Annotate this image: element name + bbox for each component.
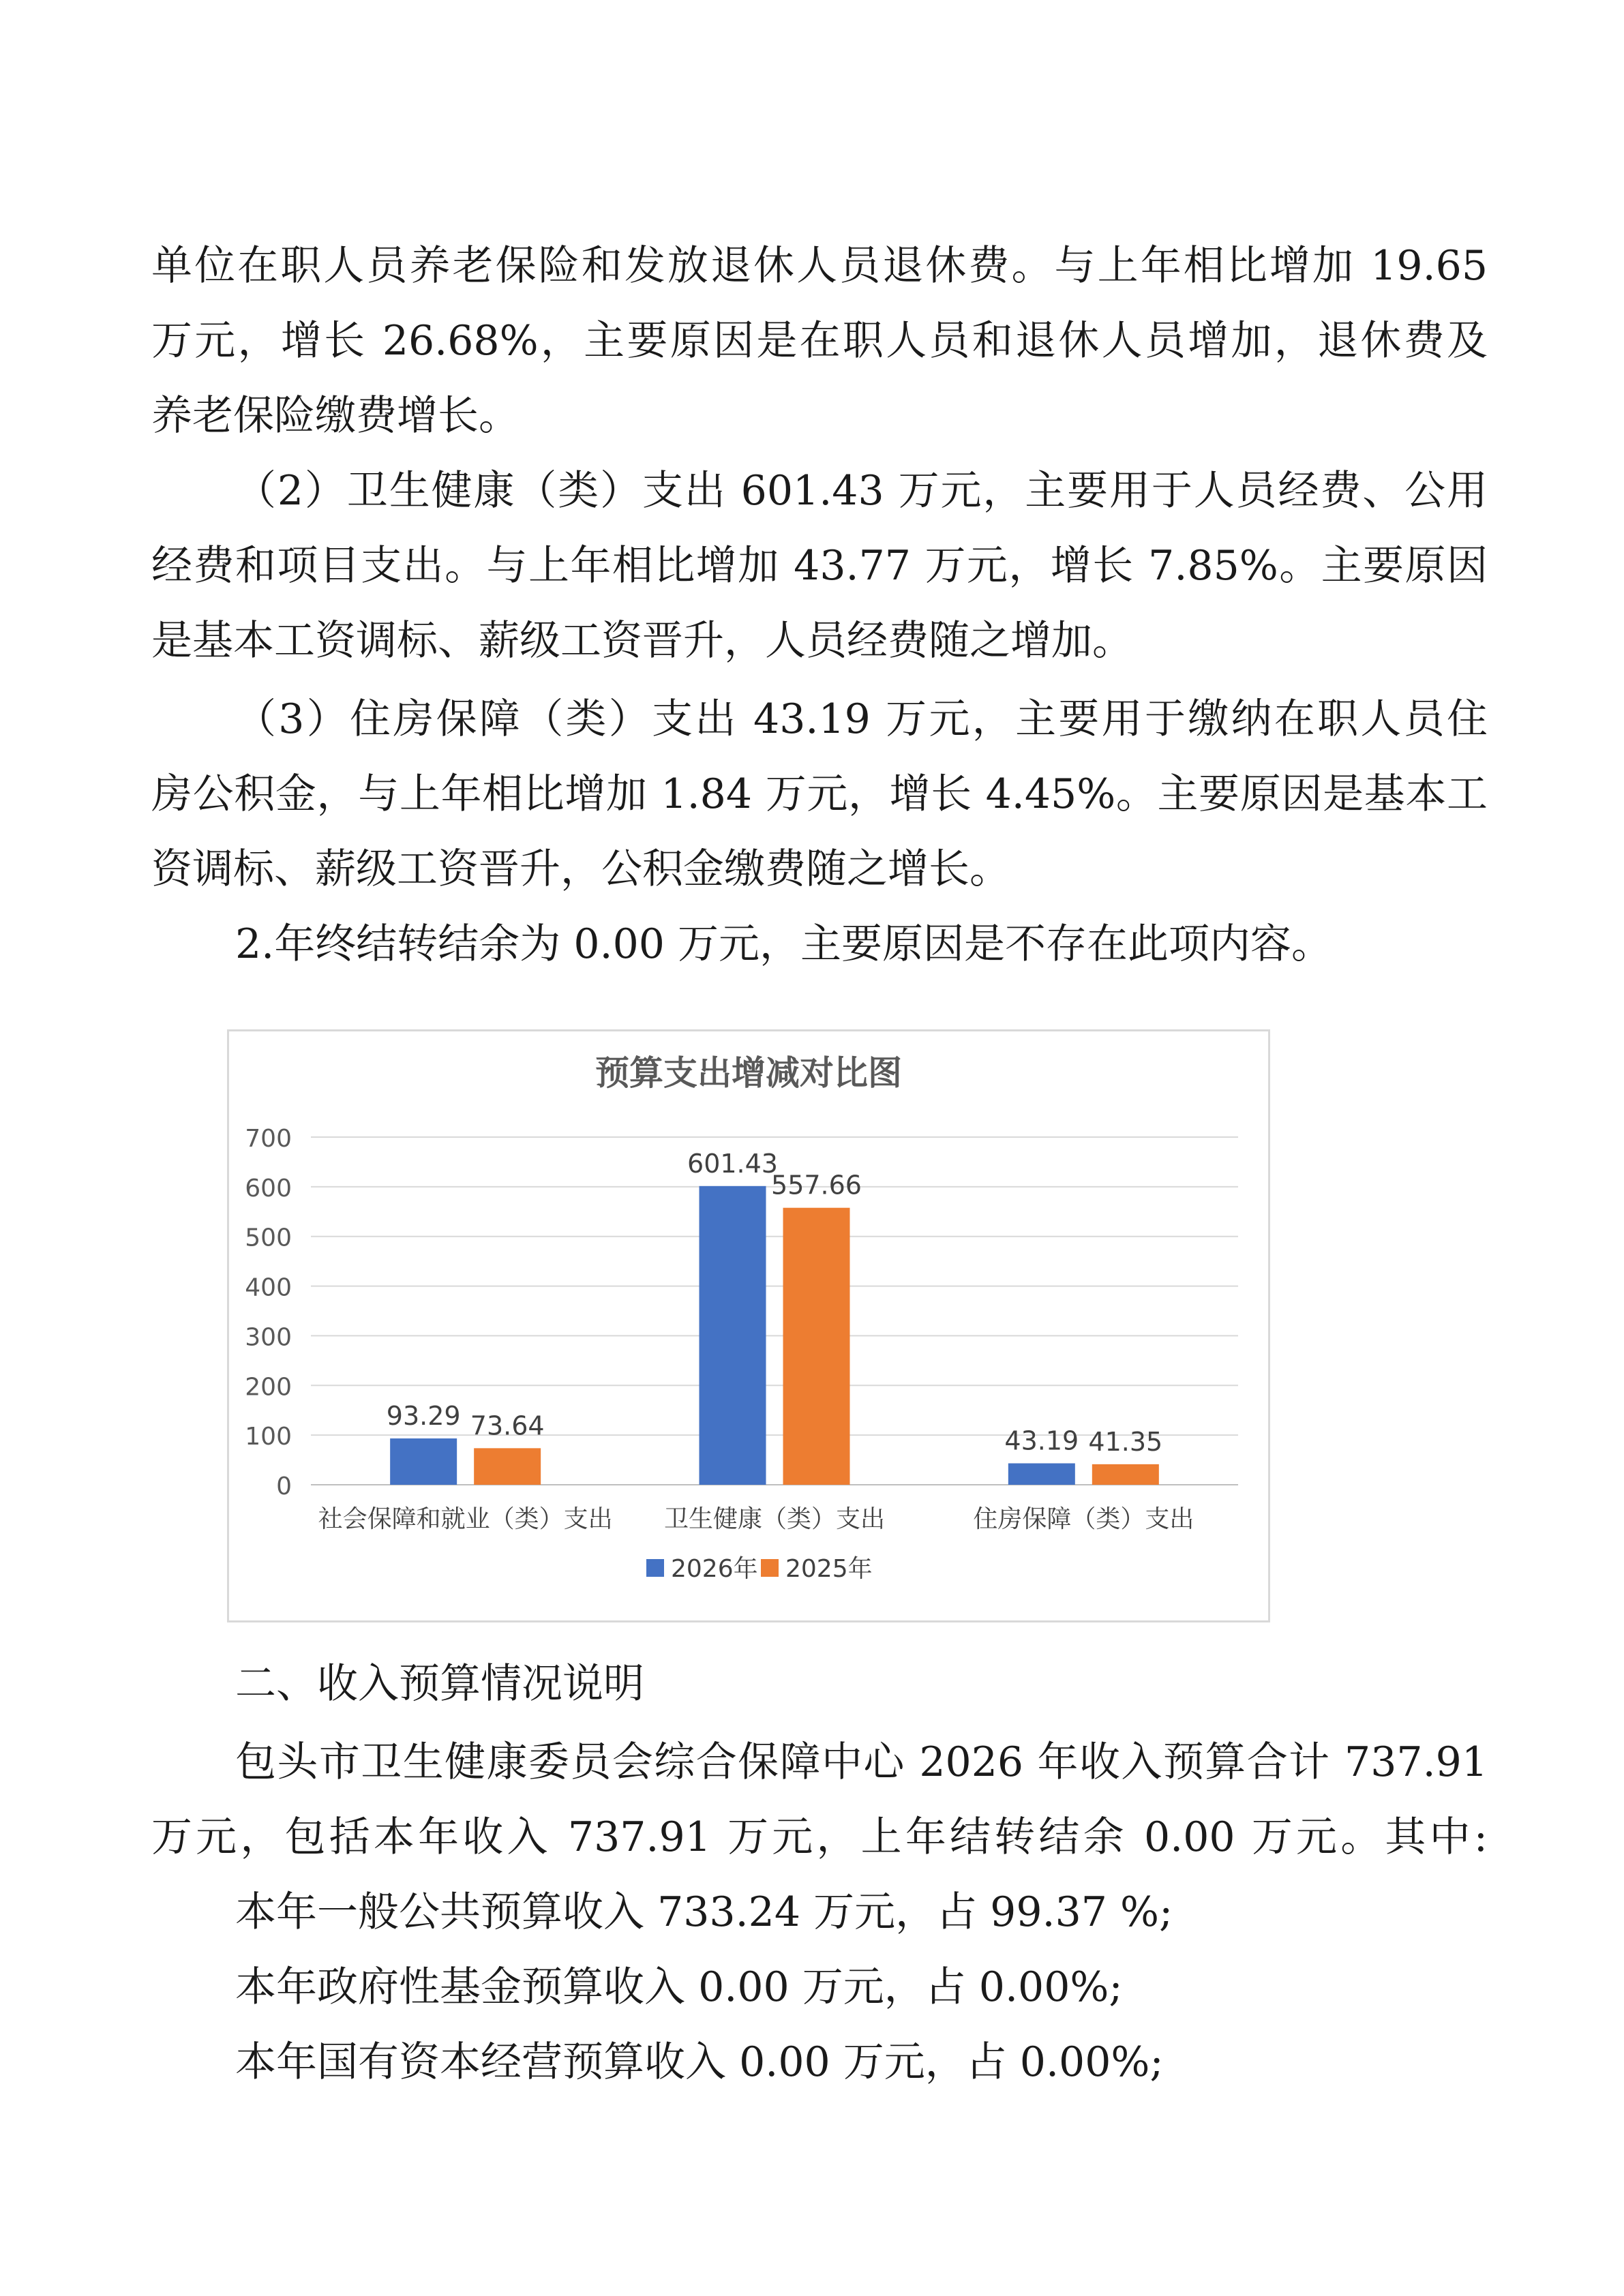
chart-x-axis	[318, 1505, 1194, 1533]
x-tick-label: 住房保障（类）支出	[973, 1505, 1194, 1533]
y-tick-label: 500	[245, 1224, 292, 1252]
y-tick-label: 0	[276, 1472, 292, 1500]
body-line-10: 2.年终结转结余为 0.00 万元，主要原因是不存在此项内容。	[235, 920, 1332, 968]
bar	[474, 1448, 541, 1485]
legend-entry: 2026年	[671, 1555, 758, 1583]
data-label: 73.64	[470, 1410, 545, 1441]
body-line-9: 资调标、薪级工资晋升，公积金缴费随之增长。	[151, 845, 1010, 893]
body-line-2: 万元，增长 26.68%，主要原因是在职人员和退休人员增加，退休费及	[151, 317, 1488, 365]
data-label: 557.66	[771, 1170, 862, 1200]
y-tick-label: 400	[245, 1273, 292, 1302]
body-line-5: 经费和项目支出。与上年相比增加 43.77 万元，增长 7.85%。主要原因	[151, 542, 1488, 590]
body-line-8: 房公积金，与上年相比增加 1.84 万元，增长 4.45%。主要原因是基本工	[151, 770, 1488, 818]
chart-title: 预算支出增减对比图	[595, 1053, 902, 1093]
income-line-2: 万元，包括本年收入 737.91 万元，上年结转结余 0.00 万元。其中:	[151, 1813, 1488, 1861]
section-heading: 二、收入预算情况说明	[235, 1660, 644, 1708]
income-line-4: 本年政府性基金预算收入 0.00 万元，占 0.00%;	[235, 1963, 1123, 2011]
expenditure-comparison-chart	[227, 1029, 1270, 1622]
income-line-3: 本年一般公共预算收入 733.24 万元，占 99.37 %;	[235, 1888, 1173, 1936]
bar	[390, 1438, 457, 1485]
body-line-7: （3）住房保障（类）支出 43.19 万元，主要用于缴纳在职人员住	[235, 695, 1488, 743]
x-tick-label: 卫生健康（类）支出	[663, 1505, 886, 1533]
y-tick-label: 600	[245, 1174, 292, 1203]
legend-swatch	[761, 1559, 779, 1577]
body-line-3: 养老保险缴费增长。	[151, 392, 520, 440]
chart-canvas	[229, 1031, 1268, 1620]
bar	[783, 1208, 850, 1485]
y-tick-label: 100	[245, 1423, 292, 1451]
bar	[1008, 1464, 1075, 1485]
y-tick-label: 200	[245, 1373, 292, 1402]
chart-y-axis	[245, 1125, 292, 1500]
x-tick-label: 社会保障和就业（类）支出	[318, 1505, 613, 1533]
bar	[1092, 1464, 1159, 1485]
data-label: 41.35	[1088, 1426, 1163, 1457]
y-tick-label: 700	[245, 1125, 292, 1153]
data-label: 601.43	[687, 1148, 778, 1179]
y-tick-label: 300	[245, 1323, 292, 1352]
legend-swatch	[646, 1559, 664, 1577]
bar	[700, 1186, 766, 1485]
body-line-1: 单位在职人员养老保险和发放退休人员退休费。与上年相比增加 19.65	[151, 242, 1488, 290]
data-label: 43.19	[1004, 1425, 1079, 1456]
data-label: 93.29	[386, 1401, 461, 1432]
body-line-6: 是基本工资调标、薪级工资晋升，人员经费随之增加。	[151, 617, 1133, 665]
chart-data-labels	[387, 1149, 1162, 1457]
body-line-4: （2）卫生健康（类）支出 601.43 万元，主要用于人员经费、公用	[235, 467, 1488, 515]
income-line-1: 包头市卫生健康委员会综合保障中心 2026 年收入预算合计 737.91	[235, 1738, 1488, 1786]
income-line-5: 本年国有资本经营预算收入 0.00 万元，占 0.00%;	[235, 2038, 1164, 2086]
chart-legend	[646, 1555, 873, 1583]
legend-entry: 2025年	[785, 1555, 873, 1583]
